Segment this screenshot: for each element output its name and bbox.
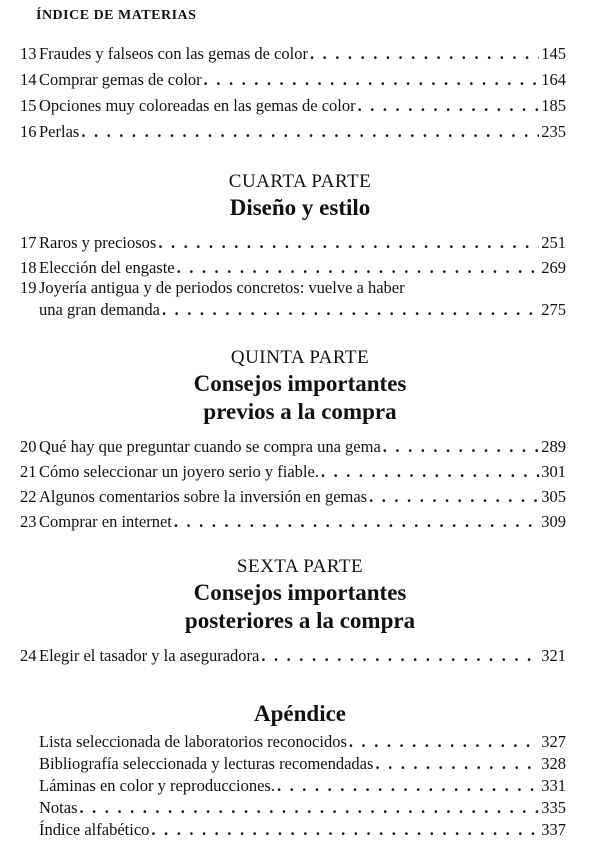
part-label: CUARTA PARTE [228, 171, 372, 192]
toc-entry[interactable] [20, 731, 566, 753]
toc-entry[interactable] [20, 95, 566, 117]
chapter-title: Comprar en internet [39, 512, 172, 531]
chapter-title: Perlas [39, 122, 80, 141]
chapter-number: 16 [20, 122, 37, 141]
page-number: 309 [541, 512, 566, 531]
toc-entry[interactable] [20, 819, 566, 841]
toc-entry[interactable] [20, 43, 566, 65]
chapter-title: Raros y preciosos [39, 233, 157, 252]
dot-leader [321, 461, 539, 483]
page-number: 145 [541, 44, 566, 63]
dot-leader [358, 95, 540, 117]
toc-entry[interactable] [20, 69, 566, 91]
chapter-title: Cómo seleccionar un joyero serio y fiable. [39, 462, 319, 481]
part-label: SEXTA PARTE [236, 556, 364, 577]
dot-leader [383, 436, 539, 458]
chapter-number: 13 [20, 44, 37, 63]
toc-entry[interactable] [20, 232, 566, 254]
page-number: 301 [541, 462, 566, 481]
toc-entry[interactable] [20, 753, 566, 775]
chapter-number: 21 [20, 462, 37, 481]
appendix-heading [0, 700, 600, 728]
chapter-number: 19 [20, 278, 37, 297]
part-title: Consejos importantes [193, 580, 407, 605]
dot-leader [158, 232, 539, 254]
dot-leader [151, 819, 539, 841]
page-number: 327 [541, 732, 566, 751]
chapter-number: 23 [20, 512, 37, 531]
dot-leader [162, 299, 539, 321]
page-number: 289 [541, 437, 566, 456]
page-number: 305 [541, 487, 566, 506]
appendix-item-title: Bibliografía seleccionada y lecturas recomendadas [39, 754, 374, 773]
page-number: 185 [541, 96, 566, 115]
dot-leader [261, 645, 539, 667]
page-number: 269 [541, 258, 566, 277]
dot-leader [204, 69, 540, 91]
part-heading [0, 346, 600, 426]
toc-entry[interactable] [20, 645, 566, 667]
part-title: posteriores a la compra [184, 608, 416, 633]
page-number: 321 [541, 646, 566, 665]
part-title: Consejos importantes [193, 371, 407, 396]
page-number: 235 [541, 122, 566, 141]
chapter-number: 18 [20, 258, 37, 277]
appendix-item-title: Láminas en color y reproducciones. [39, 776, 275, 795]
chapter-title: Qué hay que preguntar cuando se compra una gema [39, 437, 381, 456]
part-title: previos a la compra [203, 399, 397, 424]
appendix-item-title: Notas [39, 798, 78, 817]
dot-leader [80, 797, 540, 819]
toc-entry[interactable] [20, 436, 566, 458]
chapter-number: 15 [20, 96, 37, 115]
page-number: 335 [541, 798, 566, 817]
toc-entry[interactable] [20, 257, 566, 279]
chapter-title: una gran demanda [39, 300, 160, 319]
toc-entry[interactable] [20, 775, 566, 797]
page-number: 328 [541, 754, 566, 773]
page-number: 331 [541, 776, 566, 795]
page-number: 164 [541, 70, 566, 89]
chapter-number: 20 [20, 437, 37, 456]
toc-entry[interactable] [20, 511, 566, 533]
dot-leader [177, 257, 540, 279]
appendix-item-title: Lista seleccionada de laboratorios reconocidos [39, 732, 347, 751]
chapter-title-line1: Joyería antigua y de periodos concretos: vuelve a haber [39, 278, 405, 297]
chapter-number: 24 [20, 646, 37, 665]
dot-leader [174, 511, 539, 533]
part-heading [0, 170, 600, 222]
chapter-title: Comprar gemas de color [39, 70, 202, 89]
appendix-title: Apéndice [254, 701, 346, 726]
dot-leader [349, 731, 539, 753]
toc-entry[interactable] [20, 121, 566, 143]
part-title: Diseño y estilo [229, 195, 371, 220]
part-heading [0, 555, 600, 635]
part-label: QUINTA PARTE [230, 347, 370, 368]
chapter-number: 14 [20, 70, 37, 89]
toc-entry[interactable] [20, 486, 566, 508]
page-number: 337 [541, 820, 566, 839]
appendix-item-title: Índice alfabético [39, 820, 150, 839]
chapter-title: Algunos comentarios sobre la inversión en gemas [39, 487, 368, 506]
dot-leader [81, 121, 539, 143]
chapter-number: 17 [20, 233, 37, 252]
toc-entry[interactable] [20, 461, 566, 483]
toc-entry[interactable] [20, 797, 566, 819]
running-head: ÍNDICE DE MATERIAS [36, 8, 197, 23]
dot-leader [277, 775, 539, 797]
chapter-title: Elección del engaste [39, 258, 175, 277]
dot-leader [310, 43, 539, 65]
chapter-title: Elegir el tasador y la aseguradora [39, 646, 260, 665]
dot-leader [369, 486, 539, 508]
chapter-title: Opciones muy coloreadas en las gemas de color [39, 96, 356, 115]
dot-leader [375, 753, 539, 775]
page-number: 251 [541, 233, 566, 252]
toc-entry[interactable] [20, 277, 566, 321]
page-number: 275 [541, 300, 566, 319]
chapter-title: Fraudes y falseos con las gemas de color [39, 44, 308, 63]
chapter-number: 22 [20, 487, 37, 506]
